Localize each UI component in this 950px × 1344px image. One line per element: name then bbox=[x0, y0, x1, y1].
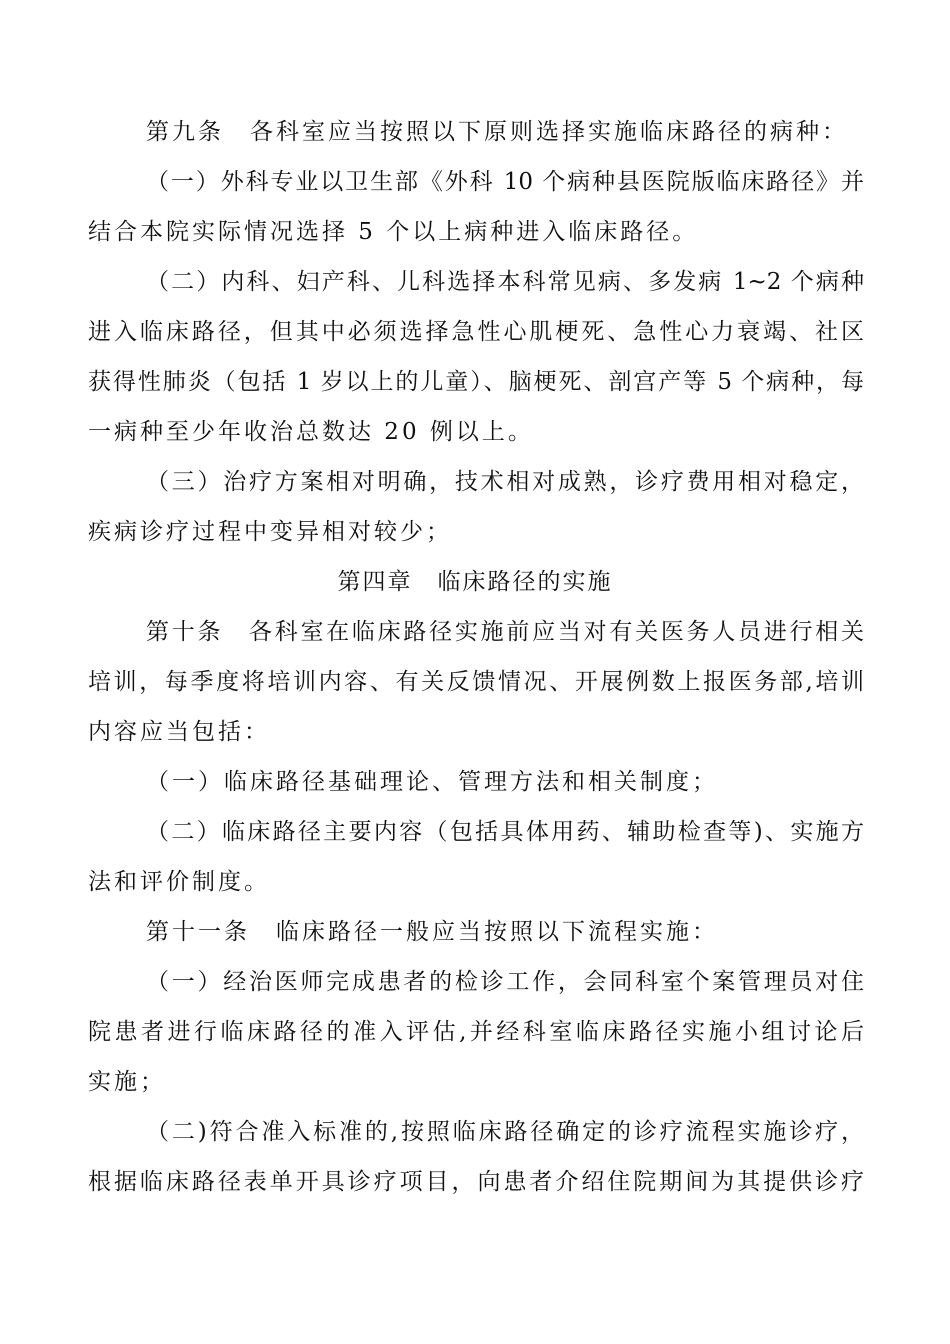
article-9-heading: 第九条 各科室应当按照以下原则选择实施临床路径的病种： bbox=[146, 119, 848, 145]
paragraph-line: （二）临床路径主要内容（包括具体用药、辅助检查等)、实施方 bbox=[146, 819, 864, 845]
paragraph-line: 获得性肺炎（包括 1 岁以上的儿童）、脑梗死、剖宫产等 5 个病种，每 bbox=[88, 369, 864, 395]
paragraph-line: 一病种至少年收治总数达 20 例以上。 bbox=[88, 419, 534, 445]
paragraph-line: 根据临床路径表单开具诊疗项目，向患者介绍住院期间为其提供诊疗 bbox=[88, 1169, 864, 1195]
chapter-4-heading: 第四章 临床路径的实施 bbox=[337, 569, 613, 595]
paragraph-line: （三）治疗方案相对明确，技术相对成熟，诊疗费用相对稳定， bbox=[146, 469, 864, 495]
paragraph-line: （一）临床路径基础理论、管理方法和相关制度； bbox=[146, 769, 718, 795]
paragraph-line: 培训，每季度将培训内容、有关反馈情况、开展例数上报医务部,培训 bbox=[88, 669, 864, 695]
paragraph-line: 院患者进行临床路径的准入评估,并经科室临床路径实施小组讨论后 bbox=[88, 1019, 864, 1045]
paragraph-line: （二)符合准入标准的,按照临床路径确定的诊疗流程实施诊疗， bbox=[146, 1119, 864, 1145]
paragraph-line: （二）内科、妇产科、儿科选择本科常见病、多发病 1~2 个病种 bbox=[146, 269, 864, 295]
paragraph-line: 实施； bbox=[88, 1069, 166, 1095]
article-10-heading: 第十条 各科室在临床路径实施前应当对有关医务人员进行相关 bbox=[146, 619, 864, 645]
article-11-heading: 第十一条 临床路径一般应当按照以下流程实施： bbox=[146, 919, 718, 945]
paragraph-line: （一）外科专业以卫生部《外科 10 个病种县医院版临床路径》并 bbox=[146, 169, 864, 195]
paragraph-line: 疾病诊疗过程中变异相对较少； bbox=[88, 519, 452, 545]
paragraph-line: 进入临床路径，但其中必须选择急性心肌梗死、急性心力衰竭、社区 bbox=[88, 319, 864, 345]
paragraph-line: 法和评价制度。 bbox=[88, 869, 270, 895]
paragraph-line: 内容应当包括： bbox=[88, 719, 270, 745]
paragraph-line: 结合本院实际情况选择 5 个以上病种进入临床路径。 bbox=[88, 219, 699, 245]
paragraph-line: （一）经治医师完成患者的检诊工作，会同科室个案管理员对住 bbox=[146, 969, 864, 995]
